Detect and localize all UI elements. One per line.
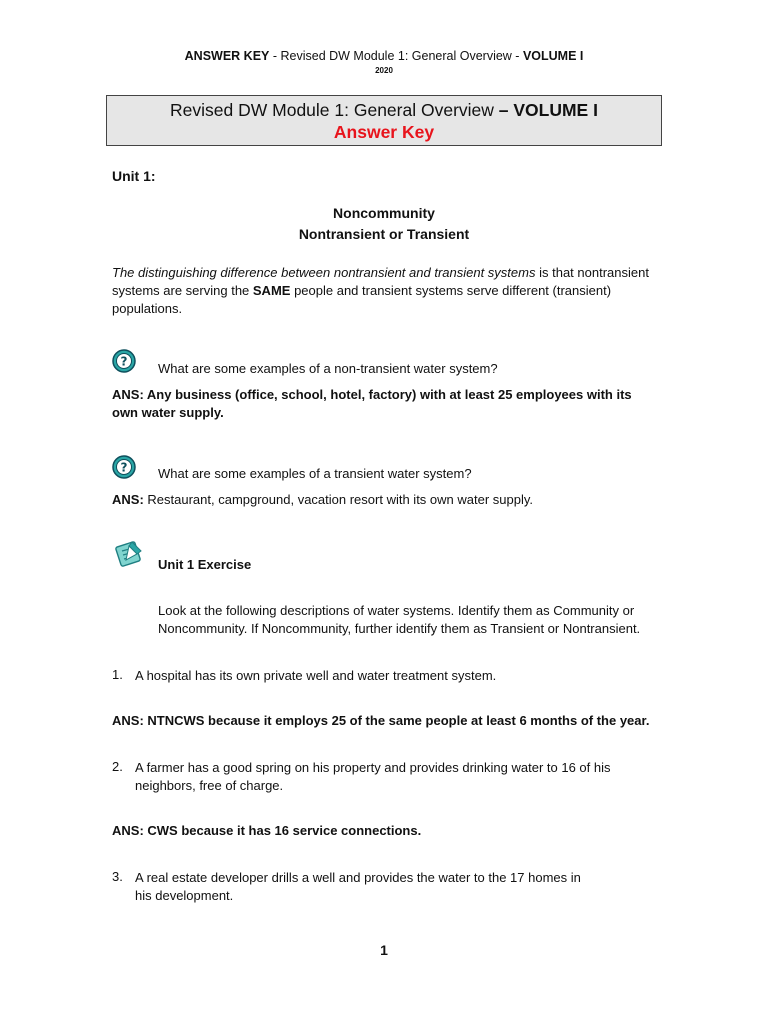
question-icon <box>112 455 136 479</box>
header-middle: - Revised DW Module 1: General Overview - <box>269 49 523 63</box>
item-1-answer: ANS: NTNCWS because it employs 25 of the same people at least 6 months of the year. <box>112 713 650 728</box>
exercise-title: Unit 1 Exercise <box>158 557 252 572</box>
svg-text:?: ? <box>120 354 128 369</box>
item-2-answer: ANS: CWS because it has 16 service connections. <box>112 823 422 838</box>
question-2-text: What are some examples of a transient water system? <box>158 466 472 481</box>
intro-part-2: people and transient systems serve different (transient) populations. <box>112 283 612 316</box>
intro-bold: SAME <box>252 283 291 298</box>
ans-label: ANS: <box>112 387 144 402</box>
item-1-text: A hospital has its own private well and water treatment system. <box>135 668 497 683</box>
header-answer-key: ANSWER KEY <box>184 49 270 63</box>
svg-text:?: ? <box>120 460 128 475</box>
item-3-text: A real estate developer drills a well and provides the water to the 17 homes in his development. <box>135 870 581 903</box>
question-1-answer <box>112 386 660 422</box>
question-icon <box>112 349 136 373</box>
question-2-answer <box>112 491 660 509</box>
exercise-pencil-icon <box>113 538 145 570</box>
intro-italic: The distinguishing difference between nontransient and transient systems <box>112 265 536 280</box>
item-2-number: 2. <box>112 759 123 774</box>
item-2-text: A farmer has a good spring on his property and provides drinking water to 16 of his neighbors, free of charge. <box>135 760 611 793</box>
header-year: 2020 <box>375 66 393 75</box>
title-volume: – VOLUME I <box>498 100 598 120</box>
title-module: Revised DW Module 1: General Overview <box>170 100 499 120</box>
item-3-number: 3. <box>112 869 123 884</box>
section-heading-1: Noncommunity <box>333 205 435 221</box>
page-number: 1 <box>380 942 388 958</box>
ans-text: Any business (office, school, hotel, factory) with at least 25 employees with its own water supply. <box>112 387 632 420</box>
title-answer-key: Answer Key <box>333 122 435 142</box>
intro-part-1: is that nontransient systems are serving the <box>112 265 649 298</box>
item-1-number: 1. <box>112 667 123 682</box>
intro-paragraph <box>112 264 652 318</box>
ans-text: Restaurant, campground, vacation resort with its own water supply. <box>143 492 534 507</box>
title-box <box>106 95 662 146</box>
ans-label: ANS: <box>112 492 144 507</box>
section-heading-2: Nontransient or Transient <box>298 226 470 242</box>
running-header <box>0 49 768 63</box>
unit-heading: Unit 1: <box>112 168 156 184</box>
question-1-text: What are some examples of a non-transient water system? <box>158 361 498 376</box>
exercise-instructions: Look at the following descriptions of water systems. Identify them as Community or Noncommunity. If Noncommunity, further identify them as Transient or Nontransient. <box>158 603 641 636</box>
title-line-1 <box>107 100 661 121</box>
header-volume: VOLUME I <box>522 49 584 63</box>
